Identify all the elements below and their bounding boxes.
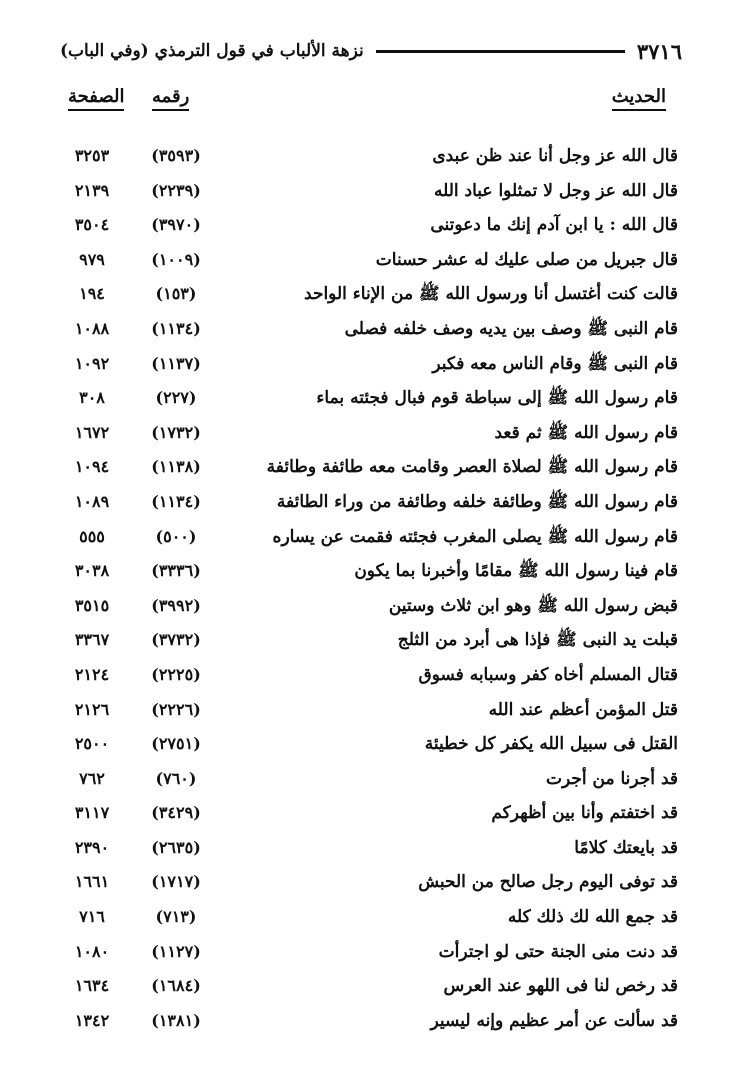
hadith-number: (٧١٣) [155, 907, 197, 927]
index-entry [0, 695, 756, 730]
hadith-text: قال الله عز وجل أنا عند ظن عبدى [432, 146, 678, 166]
index-entry [0, 902, 756, 937]
page-reference: ١٠٨٩ [74, 491, 110, 511]
hadith-number: (٢٦٣٥) [151, 837, 201, 857]
index-entry [0, 141, 756, 176]
page-reference: ٣٥١٥ [74, 595, 110, 615]
hadith-text: قام رسول الله ﷺ إلى سباطة قوم فبال فجئته بماء [316, 388, 678, 409]
book-title: نزهة الألباب في قول الترمذي (وفي الباب) [60, 41, 364, 61]
column-header-hadith: الحديث [612, 86, 666, 111]
page-reference: ١٠٨٨ [74, 318, 110, 338]
page-reference: ١٣٤٢ [74, 1010, 110, 1030]
index-entry [0, 625, 756, 660]
hadith-text: قام النبى ﷺ وصف بين يديه وصف خلفه فصلى [344, 318, 678, 339]
page-reference: ٩٧٩ [79, 249, 105, 269]
hadith-text: قد سألت عن أمر عظيم وإنه ليسير [430, 1010, 678, 1031]
page-reference: ٧٦٢ [79, 768, 105, 788]
index-entry [0, 833, 756, 868]
page-reference: ١٠٩٢ [74, 353, 110, 373]
index-entry [0, 729, 756, 764]
page-reference: ١٦٣٤ [74, 976, 110, 996]
hadith-text: قد توفى اليوم رجل صالح من الحبش [418, 872, 678, 893]
hadith-number: (٢٢٧) [155, 388, 197, 408]
hadith-number: (٣٩٩٢) [151, 595, 201, 615]
hadith-number: (١١٣٨) [151, 457, 201, 477]
page-reference: ٢٣٩٠ [74, 837, 110, 857]
page-reference: ٣٠٨ [79, 388, 105, 408]
hadith-number: (١٦٨٤) [151, 976, 201, 996]
hadith-text: قال الله عز وجل لا تمثلوا عباد الله [433, 180, 678, 201]
index-entry [0, 452, 756, 487]
page-reference: ٣٠٣٨ [74, 561, 110, 581]
index-entry [0, 937, 756, 972]
hadith-text: قال جبريل من صلى عليك له عشر حسنات [375, 249, 678, 270]
page-reference: ٣١١٧ [74, 803, 110, 823]
hadith-text: قبض رسول الله ﷺ وهو ابن ثلاث وستين [388, 595, 678, 616]
index-entry [0, 971, 756, 1006]
hadith-text: قد اختفتم وأنا بين أظهركم [491, 803, 678, 824]
hadith-text: قد جمع الله لك ذلك كله [507, 907, 678, 928]
page-reference: ٥٥٥ [79, 526, 105, 546]
index-entry [0, 245, 756, 280]
hadith-number: (١٧٣٢) [151, 422, 201, 442]
column-header-page: الصفحة [68, 86, 124, 111]
hadith-text: قتال المسلم أخاه كفر وسبابه فسوق [418, 664, 678, 685]
hadith-number: (١١٣٤) [151, 318, 201, 338]
hadith-number: (١٠٠٩) [151, 249, 201, 269]
index-entry [0, 764, 756, 799]
index-entry [0, 1006, 756, 1041]
page-reference: ١٩٤ [79, 284, 105, 304]
hadith-text: قتل المؤمن أعظم عند الله [488, 699, 678, 720]
hadith-text: قام رسول الله ﷺ ثم قعد [494, 422, 678, 443]
hadith-number: (٣٥٩٣) [151, 146, 201, 165]
page-reference: ٣٣٦٧ [74, 630, 110, 650]
hadith-number: (١٧١٧) [151, 872, 201, 892]
hadith-text: قد رخص لنا فى اللهو عند العرس [443, 976, 678, 997]
hadith-number: (٥٠٠) [155, 526, 197, 546]
page-reference: ٢١٢٦ [74, 699, 110, 719]
page-reference: ٢١٢٤ [74, 664, 110, 684]
hadith-index-list [0, 141, 756, 1040]
index-entry [0, 660, 756, 695]
hadith-text: قام رسول الله ﷺ وطائفة خلفه وطائفة من وراء الطائفة [276, 491, 678, 512]
hadith-text: قام رسول الله ﷺ لصلاة العصر وقامت معه طائفة وطائفة [266, 457, 678, 478]
hadith-number: (١٥٣) [155, 284, 197, 304]
hadith-text: قام النبى ﷺ وقام الناس معه فكبر [432, 353, 678, 374]
index-entry [0, 349, 756, 384]
index-entry [0, 591, 756, 626]
hadith-text: قام فينا رسول الله ﷺ مقامًا وأخبرنا بما يكون [354, 561, 678, 582]
hadith-number: (٧٦٠) [155, 768, 197, 788]
hadith-number: (٣٤٢٩) [151, 803, 201, 823]
hadith-number: (١١٢٧) [151, 941, 201, 961]
column-header-number: رقمه [152, 86, 189, 111]
index-entry [0, 176, 756, 211]
hadith-number: (٣٧٣٢) [151, 630, 201, 650]
index-entry [0, 556, 756, 591]
index-entry [0, 314, 756, 349]
running-header [60, 36, 682, 66]
hadith-text: قالت كنت أغتسل أنا ورسول الله ﷺ من الإناء الواحد [304, 284, 678, 305]
page-reference: ٢١٣٩ [74, 180, 110, 200]
index-entry [0, 383, 756, 418]
hadith-number: (٢٢٢٦) [151, 699, 201, 719]
hadith-text: القتل فى سبيل الله يكفر كل خطيئة [424, 734, 678, 755]
hadith-number: (١١٣٧) [151, 353, 201, 373]
hadith-number: (٣٩٧٠) [151, 215, 201, 235]
page-reference: ٧١٦ [79, 907, 105, 927]
hadith-text: قال الله : يا ابن آدم إنك ما دعوتنى [430, 215, 678, 236]
hadith-number: (١١٣٤) [151, 491, 201, 511]
header-rule [376, 50, 625, 53]
hadith-number: (١٣٨١) [151, 1010, 201, 1030]
hadith-text: قد بايعتك كلامًا [574, 837, 678, 858]
hadith-text: قد أجرنا من أجرت [546, 768, 678, 789]
hadith-text: قام رسول الله ﷺ يصلى المغرب فجئته فقمت عن يساره [272, 526, 678, 547]
page-reference: ٢٥٠٠ [74, 734, 110, 754]
index-entry [0, 867, 756, 902]
index-entry [0, 210, 756, 245]
index-entry [0, 279, 756, 314]
index-entry [0, 418, 756, 453]
hadith-number: (٢٧٥١) [151, 734, 201, 754]
hadith-text: قد دنت منى الجنة حتى لو اجترأت [438, 941, 678, 962]
page-number: ٣٧١٦ [636, 38, 682, 64]
page-reference: ٣٥٠٤ [74, 215, 110, 235]
page-reference: ١٠٨٠ [74, 941, 110, 961]
index-entry [0, 798, 756, 833]
index-entry [0, 487, 756, 522]
hadith-number: (٣٣٣٦) [151, 561, 201, 581]
page-reference: ١٦٧٢ [74, 422, 110, 442]
page-reference: ١٠٩٤ [74, 457, 110, 477]
page-reference: ١٦٦١ [74, 872, 110, 892]
hadith-text: قبلت يد النبى ﷺ فإذا هى أبرد من الثلج [397, 630, 678, 651]
index-entry [0, 522, 756, 557]
page-reference: ٣٢٥٣ [74, 146, 110, 165]
hadith-number: (٢٢٣٩) [151, 180, 201, 200]
hadith-number: (٢٢٢٥) [151, 664, 201, 684]
